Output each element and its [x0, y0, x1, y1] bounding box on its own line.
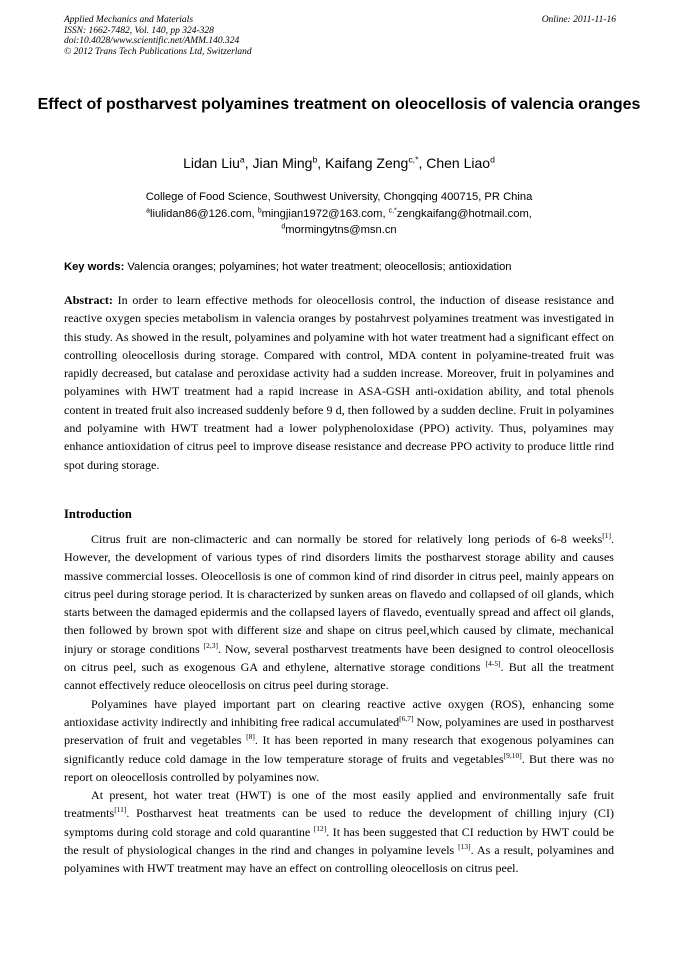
email-sup: c,*: [388, 206, 397, 214]
text-run: . It has been suggested that CI reduction by HWT could be the result of physiological changes in the rind and changes in polyamine levels: [64, 824, 614, 858]
text-run: Citrus fruit are non-climacteric and can normally be stored for relatively long periods of 6-8 weeks: [91, 532, 603, 546]
email-sup: b: [257, 206, 262, 214]
email-line: $^a$liulidan86@126.com, $^b$mingjian1972@163.com, $^{c,*}$zengkaifang@hotmail.com,: [146, 206, 532, 220]
email-line: [30, 222, 648, 239]
citation: [1]: [602, 530, 611, 540]
author-name: Jian Ming: [252, 155, 313, 171]
text-run: Now, polyamines are used in postharvest preservation of fruit and vegetables: [64, 714, 614, 748]
abstract: [64, 291, 614, 474]
text-run: . Now, several postharvest treatments have been designed to control oleocellosis on citrus peel, such as exogenous GA and ethylene, alternative storage conditions: [64, 641, 614, 675]
keywords: [64, 261, 616, 273]
affiliation-block: [30, 189, 648, 239]
text-run: . But all the treatment cannot effectively reduce oleocellosis on citrus peel during storage.: [64, 660, 614, 693]
text-run: . However, the development of various types of rind disorders limits the postharvest storage ability and causes massive commercial losses. Oleocellosis is one of common kind of rind disorder in citrus peel, mainly appears on citrus peel during storage period. It is characterized by sunken areas on flavedo and collapsed of oil glands, which starts between the damaged epidermis and the collapsed layers of flavedo, eventually spread and affect oil glands, then followed by brown spot with different size and shape on citrus peel,which caused by climate, mechanical injury or storage conditions: [64, 532, 614, 656]
author-sup: a: [239, 154, 245, 165]
citation: [2,3]: [203, 640, 218, 650]
text-run: . Postharvest heat treatments can be used to reduce the development of chilling injury (CI) symptoms during cold storage and cold quarantine: [64, 806, 614, 839]
paragraph: [64, 530, 614, 695]
copyright: © 2012 Trans Tech Publications Ltd, Switzerland: [64, 46, 252, 57]
citation: [9,10]: [503, 750, 522, 760]
text-run: At present, hot water treat (HWT) is one of the most easily applied and environmentally safe fruit treatments: [64, 788, 614, 821]
email-link[interactable]: mormingytns@msn.cn: [285, 224, 397, 236]
author-sup: c,*: [408, 154, 419, 165]
email-link[interactable]: mingjian1972@163.com: [261, 207, 383, 220]
abstract-text: In order to learn effective methods for oleocellosis control, the induction of disease resistance and reactive oxygen species metabolism in valencia oranges by postahrvest polyamines treatment was investigated in this study. As showed in the result, polyamines and polyamine with hot water treatment had a significant effect on controlling oleocellosis during storage. Compared with control, MDA content in polyamine-treated fruit was rapidly decreased, but catalase and peroxidase activity had a sudden increase. Moreover, fruit in polyamines and polyamines with HWT treatment had a rapid increase in ASA-GSH anti-oxidation ability, and total phenols content in treated fruit also increased suddenly before 9 d, then followed by a sudden decline. Fruit in polyamines and polyamine with HWT treatment had a lower polyphenoloxidase (PPO) activity. Thus, polyamines may enhance antioxidation of citrus peel to improve disease resistance and decrease PPO activity to produce little rind spot during storage.: [64, 293, 614, 472]
email-link[interactable]: liulidan86@126.com: [149, 207, 252, 220]
paragraph: [64, 695, 614, 786]
author-sup: b: [312, 154, 318, 165]
citation: [4-5]: [485, 659, 501, 669]
affiliation: College of Food Science, Southwest University, Chongqing 400715, PR China: [145, 191, 533, 203]
citation: [12]: [313, 823, 327, 833]
author-list: Lidan Liu$^a$, Jian Ming$^b$, Kaifang Zeng$^{c,*}$, Chen Liao$^d$: [183, 154, 495, 171]
keywords-label: Key words:: [64, 261, 125, 273]
text-run: . It has been reported in many research that exogenous polyamines can significantly reduce cold damage in the low temperature storage of fruits and vegetables: [64, 733, 614, 766]
doi: doi:10.4028/www.scientific.net/AMM.140.324: [64, 36, 240, 46]
author-name: Chen Liao: [426, 155, 491, 171]
journal-name: Applied Mechanics and Materials: [64, 15, 194, 25]
citation: [11]: [114, 805, 127, 815]
paragraph: [64, 786, 614, 877]
email-sup: a: [146, 206, 150, 214]
citation: [6,7]: [399, 713, 414, 723]
text-run: . As a result, polyamines and polyamines with HWT treatment may have an effect on controlling oleocellosis on citrus peel.: [64, 843, 615, 876]
journal-header: [64, 15, 616, 57]
online-date: Online: 2011-11-16: [541, 15, 616, 25]
email-sup: d: [281, 223, 286, 231]
author-name: Kaifang Zeng: [325, 155, 409, 171]
keywords-text: Valencia oranges; polyamines; hot water treatment; oleocellosis; antioxidation: [127, 261, 512, 273]
section-heading-introduction: Introduction: [64, 507, 132, 521]
text-run: Polyamines have played important part on clearing reactive active oxygen (ROS), enhancing some antioxidase activity indirectly and inhibiting free radical accumulated: [64, 696, 614, 729]
author-sup: d: [490, 154, 495, 165]
email-link[interactable]: zengkaifang@hotmail.com: [396, 207, 529, 220]
text-run: . But there was no report on oleocellosis controlled by polyamines now.: [64, 751, 614, 784]
issn: ISSN: 1662-7482, Vol. 140, pp 324-328: [64, 25, 214, 36]
abstract-label: Abstract:: [64, 293, 113, 307]
paper-title: Effect of postharvest polyamines treatment on oleocellosis of valencia oranges: [37, 96, 641, 113]
citation: [13]: [458, 842, 471, 852]
author-name: Lidan Liu: [183, 155, 240, 171]
introduction-body: [64, 530, 614, 878]
citation: [8]: [246, 732, 255, 742]
